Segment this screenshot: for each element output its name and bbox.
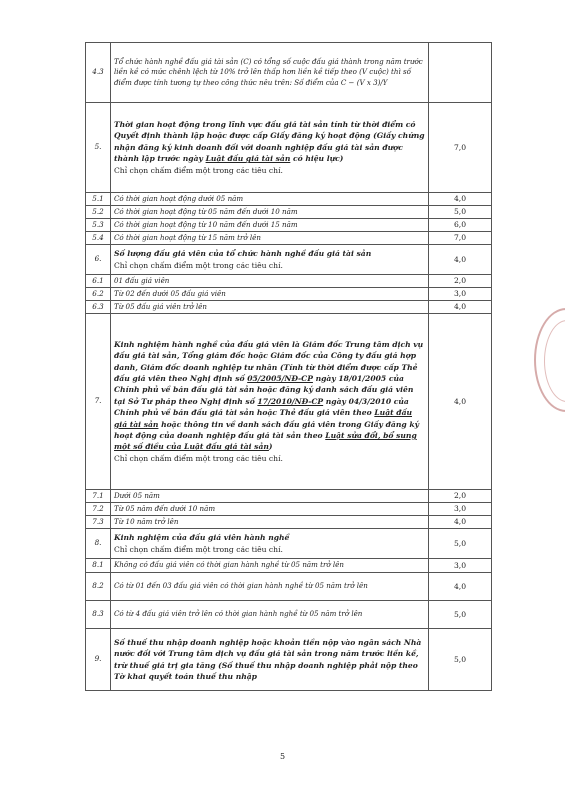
table-row bbox=[86, 529, 492, 559]
row-number: 5.3 bbox=[86, 219, 111, 232]
table-row bbox=[86, 206, 492, 219]
score-cell: 3,0 bbox=[429, 503, 492, 516]
table-row bbox=[86, 219, 492, 232]
score-cell: 4,0 bbox=[429, 573, 492, 601]
amended-law-link[interactable]: Luật sửa đổi, bổ sung một số điều của Luật đấu giá tài sản bbox=[114, 430, 417, 452]
row-number: 6.3 bbox=[86, 301, 111, 314]
criterion-text: Có thời gian hoạt động từ 15 năm trở lên bbox=[111, 232, 429, 245]
criterion-heading: Số lượng đấu giá viên của tổ chức hành nghề đấu giá tài sản bbox=[114, 249, 372, 259]
decree-link-05-2005[interactable]: 05/2005/NĐ-CP bbox=[247, 374, 313, 384]
law-link[interactable]: Luật đấu giá tài sản bbox=[114, 408, 413, 429]
score-cell bbox=[429, 43, 492, 103]
criteria-table bbox=[85, 42, 492, 691]
criterion-text: 01 đấu giá viên bbox=[111, 275, 429, 288]
choose-one-note: Chỉ chọn chấm điểm một trong các tiêu chí. bbox=[114, 260, 283, 270]
score-cell: 5,0 bbox=[429, 629, 492, 691]
criterion-heading-part: ngày 18/01/2005 của Chính phủ về bán đấu giá tài sản hoặc đăng ký danh sách đấu giá viên tại Sở Tư pháp theo Nghị định số bbox=[114, 374, 414, 406]
table-row bbox=[86, 559, 492, 573]
table-row bbox=[86, 301, 492, 314]
score-cell: 4,0 bbox=[429, 301, 492, 314]
table-row bbox=[86, 43, 492, 103]
criterion-text bbox=[111, 103, 429, 193]
table-row bbox=[86, 232, 492, 245]
choose-one-note: Chỉ chọn chấm điểm một trong các tiêu chí. bbox=[114, 544, 283, 554]
table-row bbox=[86, 573, 492, 601]
criterion-text: Từ 05 năm đến dưới 10 năm bbox=[111, 503, 429, 516]
table-row bbox=[86, 503, 492, 516]
criterion-text: Dưới 05 năm bbox=[111, 490, 429, 503]
criterion-text: Từ 10 năm trở lên bbox=[111, 516, 429, 529]
row-number: 4.3 bbox=[86, 43, 111, 103]
criterion-text bbox=[111, 314, 429, 490]
score-cell: 4,0 bbox=[429, 314, 492, 490]
criterion-text bbox=[111, 245, 429, 275]
score-cell: 2,0 bbox=[429, 275, 492, 288]
row-number: 8.3 bbox=[86, 601, 111, 629]
score-cell: 7,0 bbox=[429, 232, 492, 245]
row-number: 7.1 bbox=[86, 490, 111, 503]
table-row bbox=[86, 288, 492, 301]
criterion-text: Từ 05 đấu giá viên trở lên bbox=[111, 301, 429, 314]
score-cell: 6,0 bbox=[429, 219, 492, 232]
row-number: 6.2 bbox=[86, 288, 111, 301]
criterion-text: Không có đấu giá viên có thời gian hành nghề từ 05 năm trở lên bbox=[111, 559, 429, 573]
row-number: 8.2 bbox=[86, 573, 111, 601]
criterion-text: Có từ 01 đến 03 đấu giá viên có thời gian hành nghề từ 05 năm trở lên bbox=[111, 573, 429, 601]
table-row bbox=[86, 601, 492, 629]
choose-one-note: Chỉ chọn chấm điểm một trong các tiêu chí. bbox=[114, 165, 283, 175]
law-link[interactable]: Luật đấu giá tài sản bbox=[205, 154, 291, 164]
row-number: 7. bbox=[86, 314, 111, 490]
row-number: 6. bbox=[86, 245, 111, 275]
score-cell: 5,0 bbox=[429, 529, 492, 559]
score-cell: 7,0 bbox=[429, 103, 492, 193]
criterion-text: Từ 02 đến dưới 05 đấu giá viên bbox=[111, 288, 429, 301]
criterion-heading: Thời gian hoạt động trong lĩnh vực đấu giá tài sản tính từ thời điểm có Quyết định thành lập hoặc được cấp Giấy đăng ký hoạt động (Giấy chứng nhận đăng ký kinh doanh đối với doanh nghiệp đấu giá tài sản được thành lập trước ngày bbox=[114, 120, 425, 164]
table-row bbox=[86, 245, 492, 275]
score-cell: 4,0 bbox=[429, 516, 492, 529]
criterion-text bbox=[111, 529, 429, 559]
row-number: 5. bbox=[86, 103, 111, 193]
table-row bbox=[86, 629, 492, 691]
row-number: 8.1 bbox=[86, 559, 111, 573]
score-cell: 5,0 bbox=[429, 206, 492, 219]
criterion-heading-part: ngày 04/3/2010 của Chính phủ về bán đấu giá tài sản hoặc Thẻ đấu giá viên theo bbox=[114, 396, 409, 418]
criterion-heading-part: hoặc thông tin về danh sách đấu giá viên trong Giấy đăng ký hoạt động của doanh nghiệp đấu giá tài sản theo bbox=[114, 419, 419, 440]
criterion-heading-part: ) bbox=[268, 442, 273, 452]
table-row bbox=[86, 490, 492, 503]
score-cell: 4,0 bbox=[429, 193, 492, 206]
row-number: 5.1 bbox=[86, 193, 111, 206]
criterion-text: Có thời gian hoạt động từ 05 năm đến dưới 10 năm bbox=[111, 206, 429, 219]
table-row bbox=[86, 516, 492, 529]
page-number: 5 bbox=[279, 752, 286, 761]
score-cell: 3,0 bbox=[429, 559, 492, 573]
score-cell: 5,0 bbox=[429, 601, 492, 629]
row-number: 7.3 bbox=[86, 516, 111, 529]
table-row bbox=[86, 314, 492, 490]
criterion-heading-tail: có hiệu lực) bbox=[290, 154, 344, 164]
criterion-text: Có thời gian hoạt động dưới 05 năm bbox=[111, 193, 429, 206]
table-row bbox=[86, 193, 492, 206]
choose-one-note: Chỉ chọn chấm điểm một trong các tiêu chí. bbox=[114, 453, 283, 463]
red-seal-icon bbox=[534, 308, 565, 412]
row-number: 5.4 bbox=[86, 232, 111, 245]
row-number: 7.2 bbox=[86, 503, 111, 516]
score-cell: 4,0 bbox=[429, 245, 492, 275]
table-row bbox=[86, 103, 492, 193]
criterion-text: Có thời gian hoạt động từ 10 năm đến dưới 15 năm bbox=[111, 219, 429, 232]
score-cell: 2,0 bbox=[429, 490, 492, 503]
decree-link-17-2010[interactable]: 17/2010/NĐ-CP bbox=[257, 396, 324, 406]
row-number: 5.2 bbox=[86, 206, 111, 219]
criterion-heading: Kinh nghiệm của đấu giá viên hành nghề bbox=[114, 533, 290, 543]
criterion-text: Có từ 4 đấu giá viên trở lên có thời gian hành nghề từ 05 năm trở lên bbox=[111, 601, 429, 629]
row-number: 6.1 bbox=[86, 275, 111, 288]
table-row bbox=[86, 275, 492, 288]
row-number: 9. bbox=[86, 629, 111, 691]
criterion-text: Số thuế thu nhập doanh nghiệp hoặc khoản tiền nộp vào ngân sách Nhà nước đối với Trung tâm dịch vụ đấu giá tài sản trong năm trước liền kề, trừ thuế giá trị gia tăng (Số thuế thu nhập doanh nghiệp phải nộp theo Tờ khai quyết toán thuế thu nhập bbox=[111, 629, 429, 691]
criterion-heading: Kinh nghiệm hành nghề của đấu giá viên là Giám đốc Trung tâm dịch vụ đấu giá tài sản, Tổng giám đốc hoặc Giám đốc của Công ty đấu giá hợp danh, Giám đốc doanh nghiệp tư nhân (Tính từ thời điểm được cấp Thẻ đấu giá viên theo Nghị định số bbox=[114, 339, 424, 384]
score-cell: 3,0 bbox=[429, 288, 492, 301]
row-number: 8. bbox=[86, 529, 111, 559]
criterion-text: Tổ chức hành nghề đấu giá tài sản (C) có tổng số cuộc đấu giá thành trong năm trước liền kề có mức chênh lệch từ 10% trở lên thấp hơn liền kề tiếp theo (V cuộc) thì số điểm được tính tương tự theo công thức nêu trên: Số điểm của C − (V x 3)/Y bbox=[111, 43, 429, 103]
